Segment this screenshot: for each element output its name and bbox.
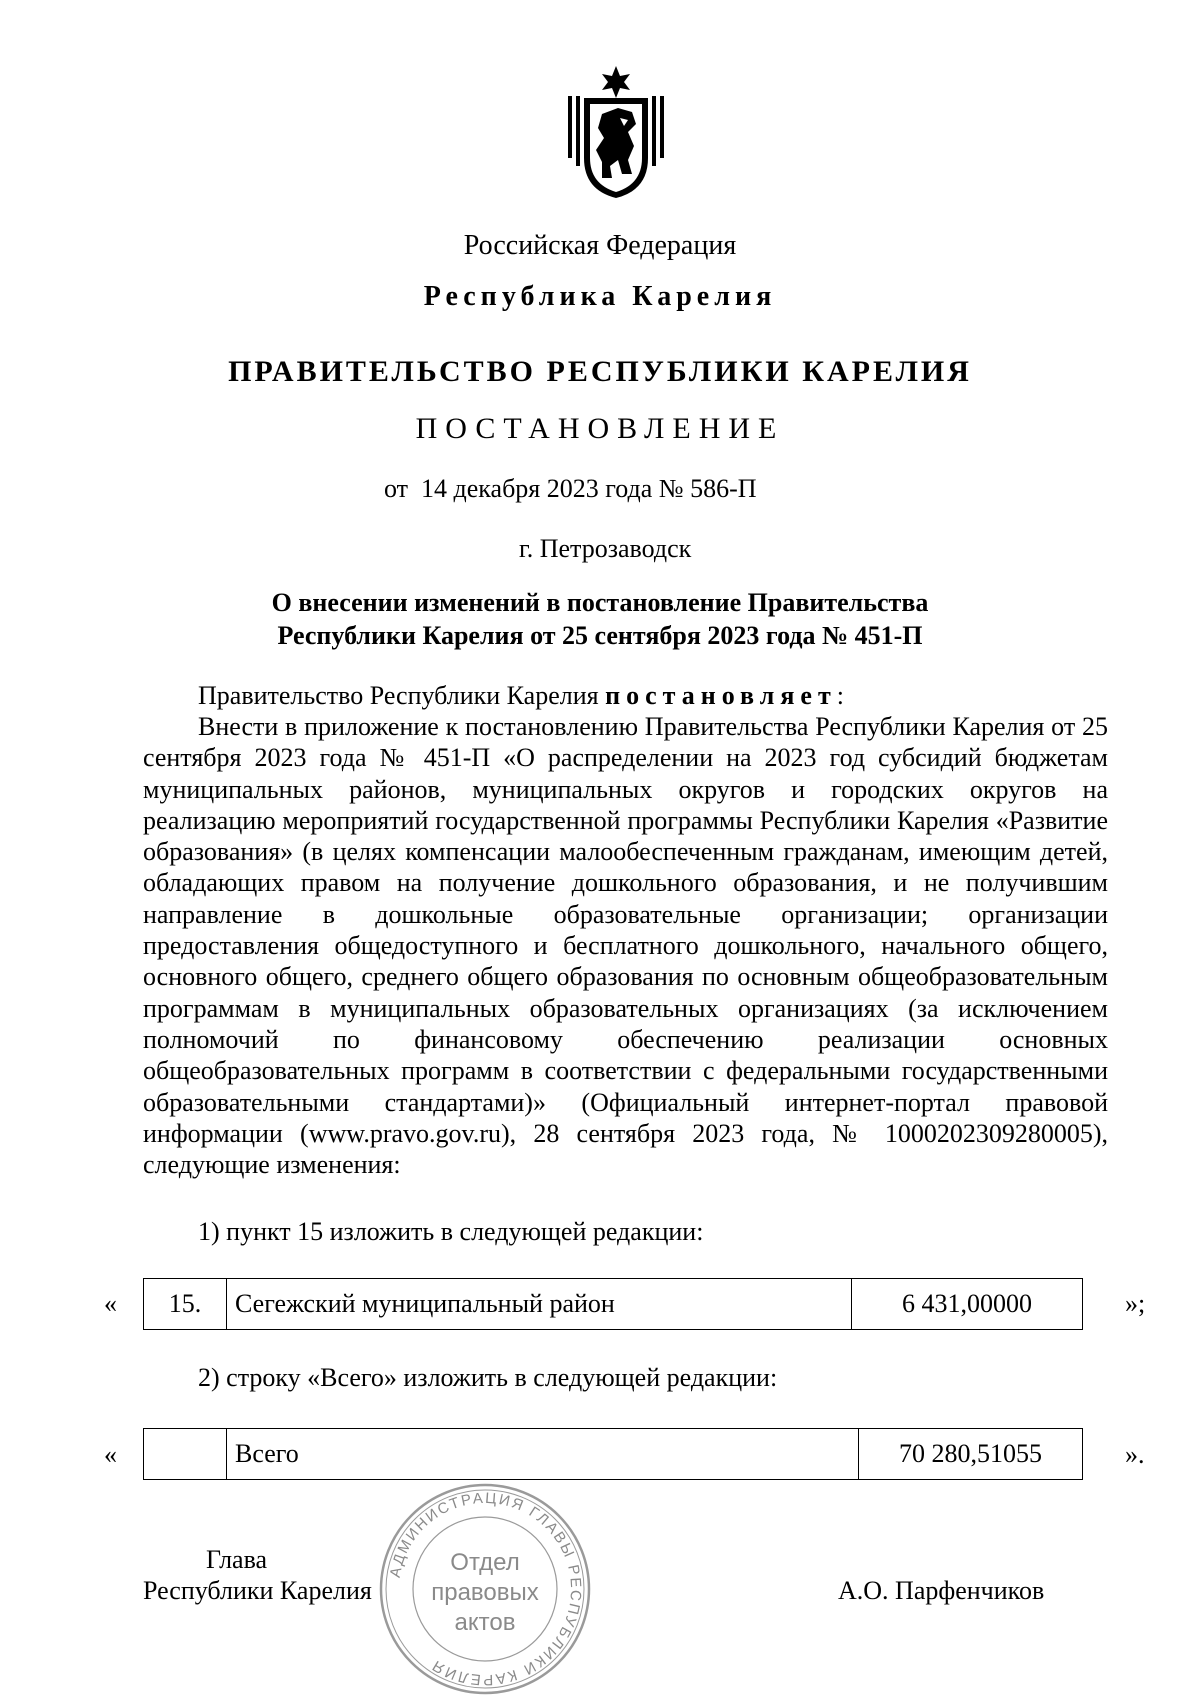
official-stamp xyxy=(378,1482,592,1696)
table1-value-cell: 6 431,00000 xyxy=(852,1279,1083,1330)
intro-decree-word: постановляет xyxy=(605,681,837,710)
table2-number-cell xyxy=(144,1429,227,1480)
document-date-number: от 14 декабря 2023 года № 586-П xyxy=(384,474,757,503)
intro-suffix: : xyxy=(836,681,844,710)
stamp-line-2: правовых xyxy=(431,1579,539,1606)
city: г. Петрозаводск xyxy=(519,534,692,563)
resolution-body-paragraph: Внести в приложение к постановлению Правительства Республики Карелия от 25 сентября 2023 года № 451-П «О распределении на 2023 год субсидий бюджетам муниципальных районов, муниципальных округов и городских округов на реализацию мероприятий государственной программы Республики Карелия «Развитие образования» (в целях компенсации малообеспеченным гражданам, имеющим детей, обладающих правом на получение дошкольного образования, и не получившим направление в дошкольные образовательные организации; организации предоставления общедоступного и бесплатного дошкольного, начального общего, основного общего, среднего общего образования по основным общеобразовательным программам в муниципальных образовательных организациях (за исключением полномочий по финансовому обеспечению реализации основных общеобразовательных программ в соответствии с федеральными государственными образовательными стандартами)» (Официальный интернет-портал правовой информации (www.pravo.gov.ru), 28 сентября 2023 года, № 1000202309280005), следующие изменения: xyxy=(143,712,1108,1180)
signatory-position-line-2: Республики Карелия xyxy=(143,1576,372,1605)
intro-prefix: Правительство Республики Карелия xyxy=(198,681,606,710)
signatory-position-line-1: Глава xyxy=(206,1545,268,1574)
government-name: ПРАВИТЕЛЬСТВО РЕСПУБЛИКИ КАРЕЛИЯ xyxy=(228,355,972,388)
table1-close-quote: »; xyxy=(1125,1289,1146,1318)
table1-name-cell: Сегежский муниципальный район xyxy=(227,1279,852,1330)
document-title xyxy=(0,586,1200,652)
stamp-line-3: актов xyxy=(454,1609,516,1636)
amendment-table-1 xyxy=(143,1278,1083,1330)
table2-name-cell: Всего xyxy=(227,1429,859,1480)
amendment-table-2 xyxy=(143,1428,1083,1480)
document-type: ПОСТАНОВЛЕНИЕ xyxy=(415,412,785,445)
table1-number-cell: 15. xyxy=(144,1279,227,1330)
karelia-coat-of-arms-icon xyxy=(562,62,670,202)
stamp-ring-text: АДМИНИСТРАЦИЯ ГЛАВЫ РЕСПУБЛИКИ КАРЕЛИЯ xyxy=(386,1489,585,1689)
amendment-item-2: 2) строку «Всего» изложить в следующей редакции: xyxy=(198,1363,778,1392)
table2-open-quote: « xyxy=(104,1440,117,1469)
country-name: Российская Федерация xyxy=(463,230,737,261)
amendment-item-1: 1) пункт 15 изложить в следующей редакции: xyxy=(198,1217,704,1246)
signatory-name: А.О. Парфенчиков xyxy=(838,1576,1045,1605)
table-row xyxy=(144,1279,1083,1330)
table2-value-cell: 70 280,51055 xyxy=(859,1429,1083,1480)
title-line-1: О внесении изменений в постановление Правительства xyxy=(271,588,929,617)
republic-name: Республика Карелия xyxy=(423,281,777,312)
resolution-intro xyxy=(143,680,1108,711)
table1-open-quote: « xyxy=(104,1289,117,1318)
stamp-line-1: Отдел xyxy=(450,1549,520,1576)
table-row xyxy=(144,1429,1083,1480)
title-line-2: Республики Карелия от 25 сентября 2023 года № 451-П xyxy=(277,621,923,650)
table2-close-quote: ». xyxy=(1125,1440,1145,1469)
